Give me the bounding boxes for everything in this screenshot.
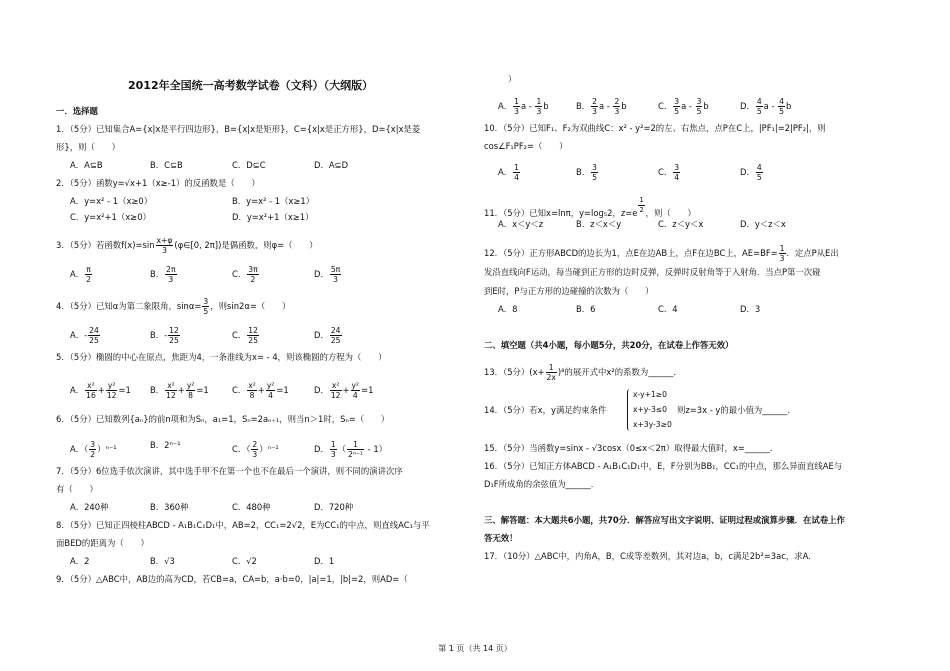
q14-constraint-brace [627, 389, 632, 431]
q9-option-c[interactable]: C． $\frac{3}{5}$ a - $\frac{3}{5}$ b [658, 97, 709, 116]
q1-option-a[interactable]: A．A⊆B [70, 160, 103, 170]
q2-option-b[interactable]: B．y=x² - 1（x≥1） [232, 196, 315, 206]
q12-option-b[interactable]: B．6 [576, 304, 596, 314]
q3-option-c[interactable]: C． $\frac{3\pi}{2}$ [232, 265, 258, 284]
q2-option-c[interactable]: C．y=x²+1（x≥0） [70, 212, 151, 222]
q13-stem: 13．（5分）(x+ $\frac{1}{2x}$ )⁸的展开式中x²的系数为______． [484, 363, 682, 382]
q7-stem: 7．（5分）6位选手依次演讲，其中选手甲不在第一个也不在最后一个演讲，则不同的演讲次序 [56, 466, 403, 476]
q12-option-c[interactable]: C．4 [658, 304, 678, 314]
q9-stem: 9．（5分）△ABC中，AB边的高为CD，若CB=a，CA=b，a·b=0，|a|=1，|b|=2，则AD=（ [56, 574, 408, 584]
section-choice-title: 一．选择题 [56, 106, 98, 116]
q11-option-c[interactable]: C．z＜y＜x [658, 219, 704, 229]
q10-option-a[interactable]: A． $\frac{1}{4}$ [498, 163, 519, 182]
q16-stem: 16．（5分）已知正方体ABCD - A₁B₁C₁D₁中，E，F分别为BB₁，CC₁的中点，那么异面直线AE与 [484, 461, 843, 471]
q3-fraction: $\frac{x+\varphi}{3}$ [156, 236, 173, 255]
q10-option-d[interactable]: D． $\frac{4}{5}$ [740, 163, 762, 182]
q10-option-c[interactable]: C． $\frac{3}{4}$ [658, 163, 680, 182]
q6-option-b[interactable]: B．2ⁿ⁻¹ [150, 440, 181, 450]
q6-option-a[interactable]: A．（ $\frac{3}{2}$ ）ⁿ⁻¹ [70, 440, 117, 459]
q1-option-b[interactable]: B．C⊆B [150, 160, 183, 170]
q5-option-b[interactable]: B． $\frac{\text{x²}}{12}$ + $\frac{\text{y²}}{8}$ =1 [150, 381, 209, 400]
q8-option-b[interactable]: B．√3 [150, 556, 175, 566]
q14-constraint-1: x-y+1≥0 [633, 390, 667, 399]
q6-option-c[interactable]: C．（ $\frac{2}{3}$ ）ⁿ⁻¹ [232, 440, 279, 459]
q11-option-d[interactable]: D．y＜z＜x [740, 219, 786, 229]
q12-stem-cont: 发沿直线向F运动，每当碰到正方形的边时反弹，反弹时反射角等于入射角．当点P第一次碰 [484, 267, 821, 277]
q7-option-b[interactable]: B．360种 [150, 502, 189, 512]
q7-option-d[interactable]: D．720种 [314, 502, 354, 512]
q8-option-a[interactable]: A．2 [70, 556, 90, 566]
q3-option-b[interactable]: B． $\frac{2\pi}{3}$ [150, 265, 176, 284]
page-footer: 第 1 页（共 14 页） [438, 644, 512, 653]
q4-option-c[interactable]: C． $\frac{12}{25}$ [232, 326, 258, 345]
q4-option-d[interactable]: D． $\frac{24}{25}$ [314, 326, 341, 345]
q8-stem: 8．（5分）已知正四棱柱ABCD - A₁B₁C₁D₁中，AB=2，CC₁=2√2，E为CC₁的中点，则直线AC₁与平 [56, 520, 430, 530]
q10-option-b[interactable]: B． $\frac{3}{5}$ [576, 163, 597, 182]
q4-option-a[interactable]: A．- $\frac{24}{25}$ [70, 326, 99, 345]
q1-option-d[interactable]: D．A⊆D [314, 160, 349, 170]
q4-option-b[interactable]: B．- $\frac{12}{25}$ [150, 326, 179, 345]
q10-stem-cont: cos∠F₁PF₂=（ ） [484, 141, 568, 151]
q9-option-d[interactable]: D． $\frac{4}{5}$ a - $\frac{4}{5}$ b [740, 97, 792, 116]
q14-stem-tail: 则z=3x - y的最小值为______． [677, 405, 796, 415]
q16-stem-cont: D₁F所成角的余弦值为______． [484, 479, 600, 489]
q5-option-a[interactable]: A． $\frac{\text{x²}}{16}$ + $\frac{\text{y²}}{12}$ =1 [70, 381, 131, 400]
q14-constraint-3: x+3y-3≥0 [633, 420, 672, 429]
q2-option-a[interactable]: A．y=x² - 1（x≥0） [70, 196, 153, 206]
q7-option-a[interactable]: A．240种 [70, 502, 109, 512]
q9-stem-cont: ） [508, 74, 517, 84]
q4-stem: 4．（5分）已知α为第二象限角，sinα= $\frac{3}{5}$ ，则sin2α=（ ） [56, 297, 291, 316]
q8-stem-cont: 面BED的距离为（ ） [56, 538, 149, 548]
q8-option-c[interactable]: C．√2 [232, 556, 257, 566]
q12-stem-cont2: 到E时，P与正方形的边碰撞的次数为（ ） [484, 286, 654, 296]
q11-option-a[interactable]: A．x＜y＜z [498, 219, 544, 229]
q2-stem: 2．（5分）函数y=√x+1（x≥-1）的反函数是（ ） [56, 178, 260, 188]
page-title: 2012年全国统一高考数学试卷（文科）（大纲版） [128, 79, 374, 92]
q14-constraint-2: x+y-3≤0 [633, 405, 667, 414]
q9-option-b[interactable]: B． $\frac{2}{3}$ a - $\frac{2}{3}$ b [576, 97, 627, 116]
q6-stem: 6．（5分）已知数列{aₙ}的前n项和为Sₙ，a₁=1，Sₙ=2aₙ₊₁，则当n＞1时，Sₙ=（ ） [56, 414, 390, 424]
q17-stem: 17．（10分）△ABC中，内角A，B，C成等差数列，其对边a，b，c满足2b²=3ac，求A． [484, 551, 817, 561]
q2-option-d[interactable]: D．y=x²+1（x≥1） [232, 212, 314, 222]
q3-stem: 3．（5分）若函数f(x)=sin $\frac{x+\varphi}{3}$ (φ∈[0, 2π])是偶函数，则φ=（ ） [56, 236, 318, 255]
q14-stem: 14．（5分）若x，y满足约束条件 [484, 405, 607, 415]
q12-option-a[interactable]: A．8 [498, 304, 518, 314]
q1-stem-cont: 形}，则（ ） [56, 142, 120, 152]
q12-option-d[interactable]: D．3 [740, 304, 761, 314]
q8-option-d[interactable]: D．1 [314, 556, 335, 566]
q5-option-c[interactable]: C． $\frac{\text{x²}}{8}$ + $\frac{\text{y²}}{4}$ =1 [232, 381, 289, 400]
q15-stem: 15．（5分）当函数y=sinx - √3cosx（0≤x＜2π）取得最大值时，x=______． [484, 443, 779, 453]
section-fill-title: 二、填空题（共4小题，每小题5分，共20分，在试卷上作答无效） [484, 340, 734, 350]
q7-stem-cont: 有（ ） [56, 484, 98, 494]
q1-stem: 1．（5分）已知集合A={x|x是平行四边形}，B={x|x是矩形}，C={x|x是正方形}，D={x|x是菱 [56, 124, 421, 134]
q3-option-a[interactable]: A． $\frac{\pi}{2}$ [70, 265, 91, 284]
q12-stem: 12．（5分）正方形ABCD的边长为1，点E在边AB上，点F在边BC上，AE=BF= $\frac{1}{3}$ ．定点P从E出 [484, 244, 839, 263]
q5-option-d[interactable]: D． $\frac{\text{x²}}{12}$ + $\frac{\text{y²}}{4}$ =1 [314, 381, 374, 400]
q7-option-c[interactable]: C．480种 [232, 502, 271, 512]
q11-option-b[interactable]: B．z＜x＜y [576, 219, 622, 229]
q5-stem: 5．（5分）椭圆的中心在原点，焦距为4，一条准线为x= - 4，则该椭圆的方程为（ ） [56, 352, 387, 362]
q6-option-d[interactable]: D． $\frac{1}{3}$ （ $\frac{1}{\text{2ⁿ⁻¹}}$ - 1） [314, 440, 388, 459]
q10-stem: 10．（5分）已知F₁、F₂为双曲线C：x² - y²=2的左、右焦点，点P在C上，|PF₁|=2|PF₂|，则 [484, 123, 826, 133]
q3-option-d[interactable]: D． $\frac{5\pi}{3}$ [314, 265, 341, 284]
section-answer-title: 三、解答题：本大题共6小题，共70分．解答应写出文字说明、证明过程或演算步骤．在试卷上作 [484, 515, 845, 525]
q1-option-c[interactable]: C．D⊆C [232, 160, 266, 170]
section-answer-title-cont: 答无效！ [484, 533, 518, 543]
q11-stem: 11．（5分）已知x=lnπ，y=log₅2，z=e $\frac{1}{2}$ ，则（ ） [484, 196, 696, 218]
q9-option-a[interactable]: A． $\frac{1}{3}$ a - $\frac{1}{3}$ b [498, 97, 549, 116]
